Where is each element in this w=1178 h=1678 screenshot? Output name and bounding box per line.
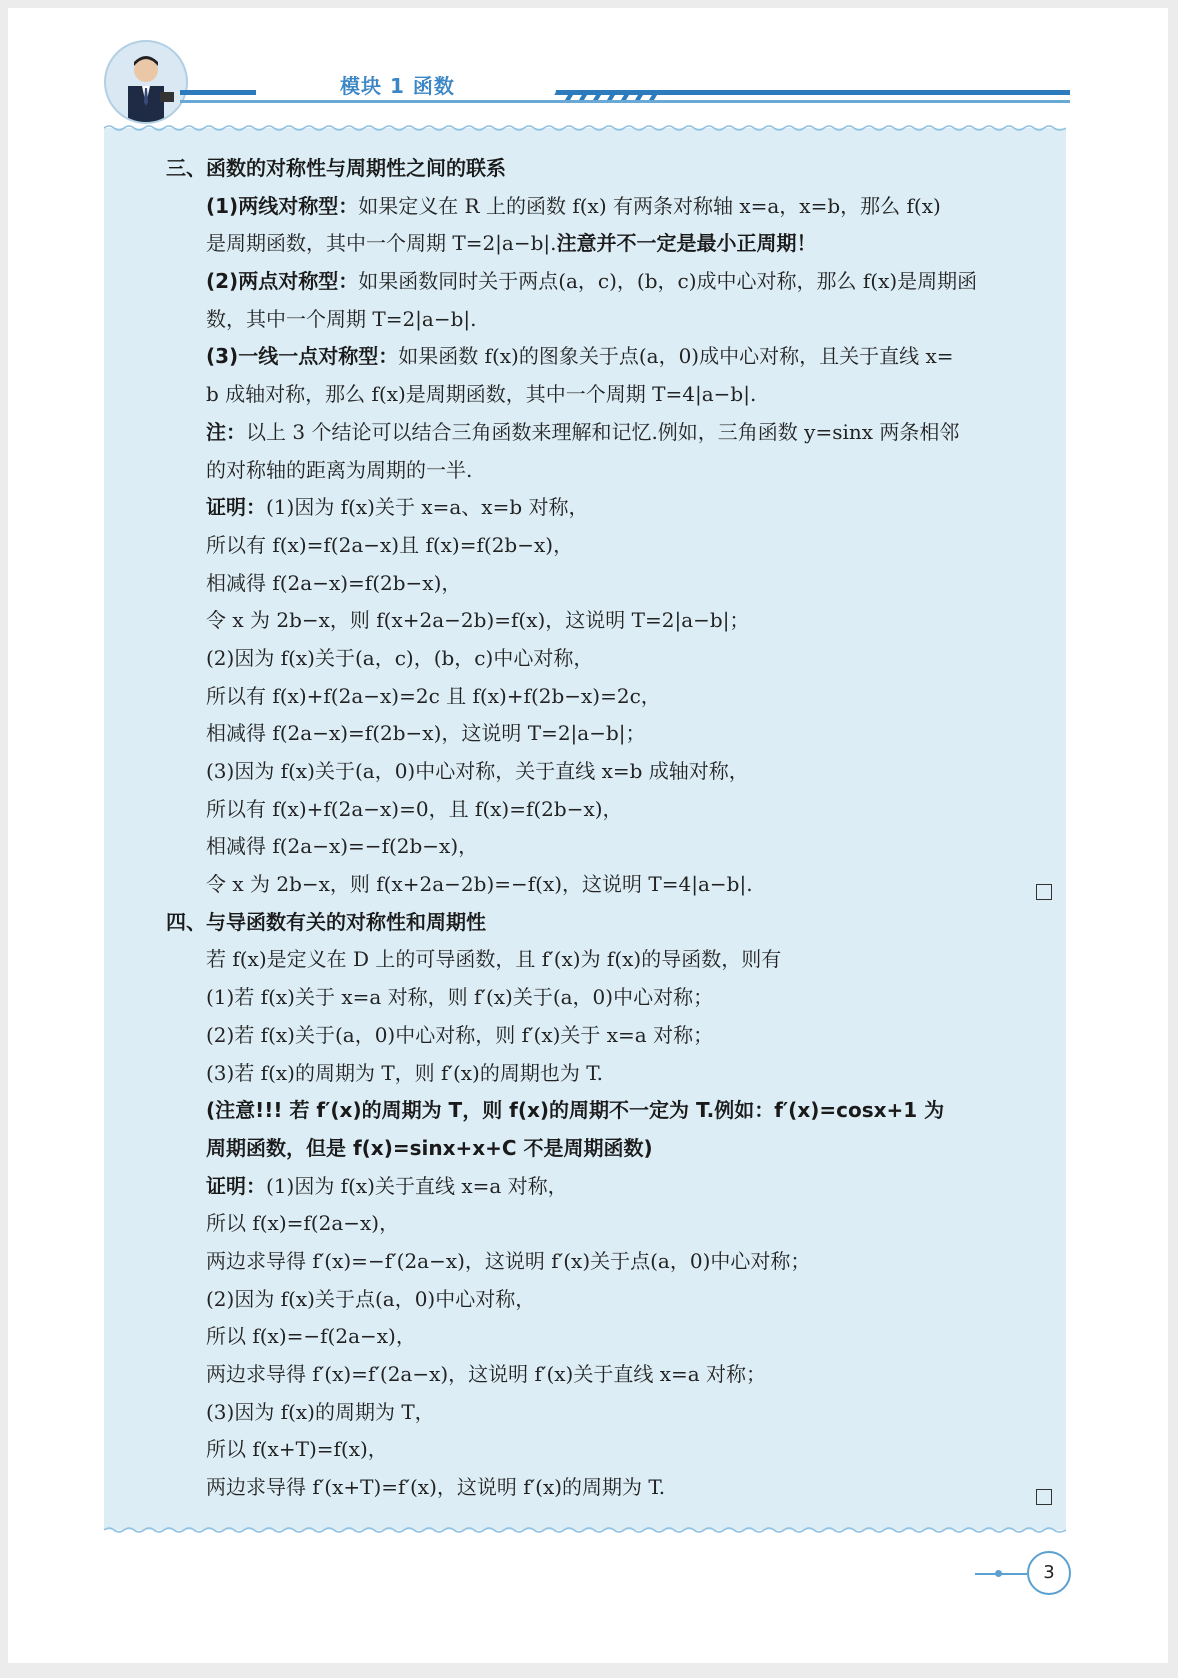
text-line — [166, 1431, 1056, 1469]
text-line — [166, 791, 1056, 829]
section-4-body — [166, 941, 1056, 1506]
panel-wave-top — [104, 124, 1066, 132]
bold-label: (1)两线对称型： — [206, 193, 359, 218]
bold-label: 注意并不一定是最小正周期！ — [556, 231, 817, 256]
text-line — [166, 1205, 1056, 1243]
author-avatar — [104, 40, 188, 124]
text-line — [166, 338, 1056, 376]
text-line — [166, 452, 1056, 490]
bold-label: 证明： — [206, 495, 266, 520]
line-text: (2)因为 f(x)关于(a，c)，(b，c)中心对称， — [206, 645, 594, 670]
page-header — [0, 0, 1160, 135]
text-line — [166, 1092, 1056, 1130]
line-text: (3)因为 f(x)关于(a，0)中心对称，关于直线 x=b 成轴对称， — [206, 759, 749, 783]
line-text: 所以 f(x+T)=f(x)， — [206, 1437, 388, 1462]
line-text: 两边求导得 f′(x)=f′(2a−x)，这说明 f′(x)关于直线 x=a 对称； — [206, 1362, 767, 1386]
bold-label: 证明： — [206, 1173, 266, 1198]
header-stripes — [565, 90, 685, 102]
text-line — [166, 941, 1056, 979]
line-text: (2)若 f(x)关于(a，0)中心对称，则 f′(x)关于 x=a 对称； — [206, 1022, 714, 1047]
line-text: 是周期函数，其中一个周期 T=2|a−b|. — [206, 231, 557, 256]
text-line — [166, 640, 1056, 678]
bold-label: (3)一线一点对称型： — [206, 344, 399, 369]
text-line — [166, 715, 1056, 753]
text-line — [166, 1168, 1056, 1206]
text-line — [166, 301, 1056, 339]
text-line — [166, 979, 1056, 1017]
text-line — [166, 1469, 1056, 1507]
line-text: 令 x 为 2b−x，则 f(x+2a−2b)=f(x)，这说明 T=2|a−b|； — [206, 608, 750, 633]
page-number-dot — [995, 1570, 1002, 1577]
text-line — [166, 1394, 1056, 1432]
line-text: 所以有 f(x)+f(2a−x)=0，且 f(x)=f(2b−x)， — [206, 796, 623, 821]
module-title: 模块 1 函数 — [340, 74, 455, 98]
bold-label: (2)两点对称型： — [206, 269, 359, 294]
text-line — [166, 489, 1056, 527]
line-text: 以上 3 个结论可以结合三角函数来理解和记忆.例如，三角函数 y=sinx 两条相邻 — [246, 419, 960, 444]
line-text: 相减得 f(2a−x)=−f(2b−x)， — [206, 834, 479, 859]
line-text: (1)若 f(x)关于 x=a 对称，则 f′(x)关于(a，0)中心对称； — [206, 985, 714, 1010]
text-line — [166, 866, 1056, 904]
bold-label: 注： — [206, 419, 246, 444]
line-text: 两边求导得 f′(x+T)=f′(x)，这说明 f′(x)的周期为 T. — [206, 1475, 666, 1500]
text-line — [166, 828, 1056, 866]
text-line — [166, 376, 1056, 414]
text-line — [166, 414, 1056, 452]
bold-label: 周期函数，但是 f(x)=sinx+x+C 不是周期函数) — [206, 1135, 653, 1160]
line-text: (2)因为 f(x)关于点(a，0)中心对称， — [206, 1286, 536, 1311]
text-line — [166, 1318, 1056, 1356]
text-line — [166, 1055, 1056, 1093]
line-text: 所以有 f(x)=f(2a−x)且 f(x)=f(2b−x)， — [206, 532, 574, 557]
section-heading: 四、与导函数有关的对称性和周期性 — [166, 909, 486, 934]
qed-box — [1036, 1489, 1052, 1505]
text-line — [166, 1017, 1056, 1055]
line-text: 如果函数同时关于两点(a，c)，(b，c)成中心对称，那么 f(x)是周期函 — [358, 269, 978, 294]
bold-label: (注意!!! 若 f′(x)的周期为 T，则 f(x)的周期不一定为 T.例如：f′(x)=cosx+1 为 — [206, 1098, 945, 1123]
section-3-body — [166, 188, 1056, 904]
line-text: 如果定义在 R 上的函数 f(x) 有两条对称轴 x=a，x=b，那么 f(x) — [358, 193, 941, 218]
text-line — [166, 1130, 1056, 1168]
text-line — [166, 565, 1056, 603]
text-line — [166, 225, 1056, 263]
line-text: 如果函数 f(x)的图象关于点(a，0)成中心对称，且关于直线 x= — [398, 344, 954, 369]
text-line — [166, 678, 1056, 716]
page-number: 3 — [1027, 1551, 1071, 1595]
panel-wave-bottom — [104, 1526, 1066, 1534]
line-text: (3)因为 f(x)的周期为 T， — [206, 1399, 435, 1424]
line-text: (3)若 f(x)的周期为 T，则 f′(x)的周期也为 T. — [206, 1060, 603, 1085]
page-number-badge — [975, 1545, 1085, 1605]
text-line — [166, 1356, 1056, 1394]
text-line — [166, 602, 1056, 640]
line-text: 所以 f(x)=f(2a−x)， — [206, 1211, 400, 1236]
line-text: (1)因为 f(x)关于直线 x=a 对称， — [266, 1173, 568, 1198]
line-text: 若 f(x)是定义在 D 上的可导函数，且 f′(x)为 f(x)的导函数，则有 — [206, 947, 782, 972]
line-text: 两边求导得 f′(x)=−f′(2a−x)，这说明 f′(x)关于点(a，0)中心对称； — [206, 1248, 811, 1273]
text-line — [166, 527, 1056, 565]
text-line — [166, 1243, 1056, 1281]
line-text: 相减得 f(2a−x)=f(2b−x)，这说明 T=2|a−b|； — [206, 721, 646, 746]
text-line — [166, 188, 1056, 226]
line-text: 所以有 f(x)+f(2a−x)=2c 且 f(x)+f(2b−x)=2c， — [206, 683, 661, 708]
line-text: 令 x 为 2b−x，则 f(x+2a−2b)=−f(x)，这说明 T=4|a−b|. — [206, 872, 753, 897]
line-text: 的对称轴的距离为周期的一半. — [206, 457, 473, 482]
line-text: (1)因为 f(x)关于 x=a、x=b 对称， — [266, 495, 589, 520]
line-text: 所以 f(x)=−f(2a−x)， — [206, 1324, 416, 1349]
line-text: 相减得 f(2a−x)=f(2b−x)， — [206, 570, 462, 595]
text-line — [166, 753, 1056, 791]
qed-box — [1036, 884, 1052, 900]
content-body — [166, 150, 1056, 1507]
line-text: b 成轴对称，那么 f(x)是周期函数，其中一个周期 T=4|a−b|. — [206, 382, 757, 407]
text-line — [166, 263, 1056, 301]
text-line — [166, 1281, 1056, 1319]
section-heading: 三、函数的对称性与周期性之间的联系 — [166, 156, 506, 180]
line-text: 数，其中一个周期 T=2|a−b|. — [206, 306, 477, 331]
